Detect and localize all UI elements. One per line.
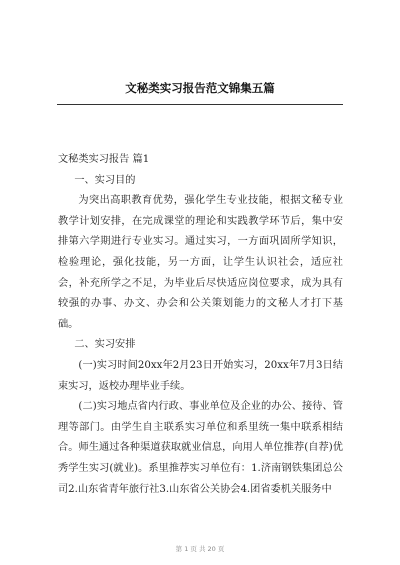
section-heading-arrangement: 二、实习安排 [74,339,136,351]
section-heading-purpose: 一、实习目的 [74,174,136,186]
article-heading: 文秘类实习报告 篇1 [58,154,150,165]
paragraph-purpose: 为突出高职教育优势，强化学生专业技能，根据文秘专业教学计划安排，在完成课堂的理论和实践教学环节后，集中安排第六学期进行专业实习。通过实习，一方面巩固所学知识，检验理论，强化技能，另一方面，让学生认识社会，适应社会，补充所学之不足，为毕业后尽快适应岗位要求，成为具有较强的办事、办文、办会和公关策划能力的文秘人才打下基础。 [58,195,343,330]
title-divider [57,104,343,105]
paragraph-time: (一)实习时间20xx年2月23日开始实习，20xx年7月3日结束实习，返校办理毕业手续。 [58,359,343,392]
document-title: 文秘类实习报告范文锦集五篇 [125,81,275,95]
document-body [58,150,343,500]
paragraph-location: (二)实习地点省内行政、事业单位及企业的办公、接待、管理等部门。由学生自主联系实习单位和系里统一集中联系相结合。师生通过各种渠道获取就业信息，向用人单位推荐(自荐)优秀学生实习(就业)。系里推荐实习单位有：1.济南钢铁集团总公司2.山东省青年旅行社3.山东省公关协会4.团省委机关服务中 [58,401,343,495]
page-footer: 第 1 页 共 20 页 [175,545,225,553]
